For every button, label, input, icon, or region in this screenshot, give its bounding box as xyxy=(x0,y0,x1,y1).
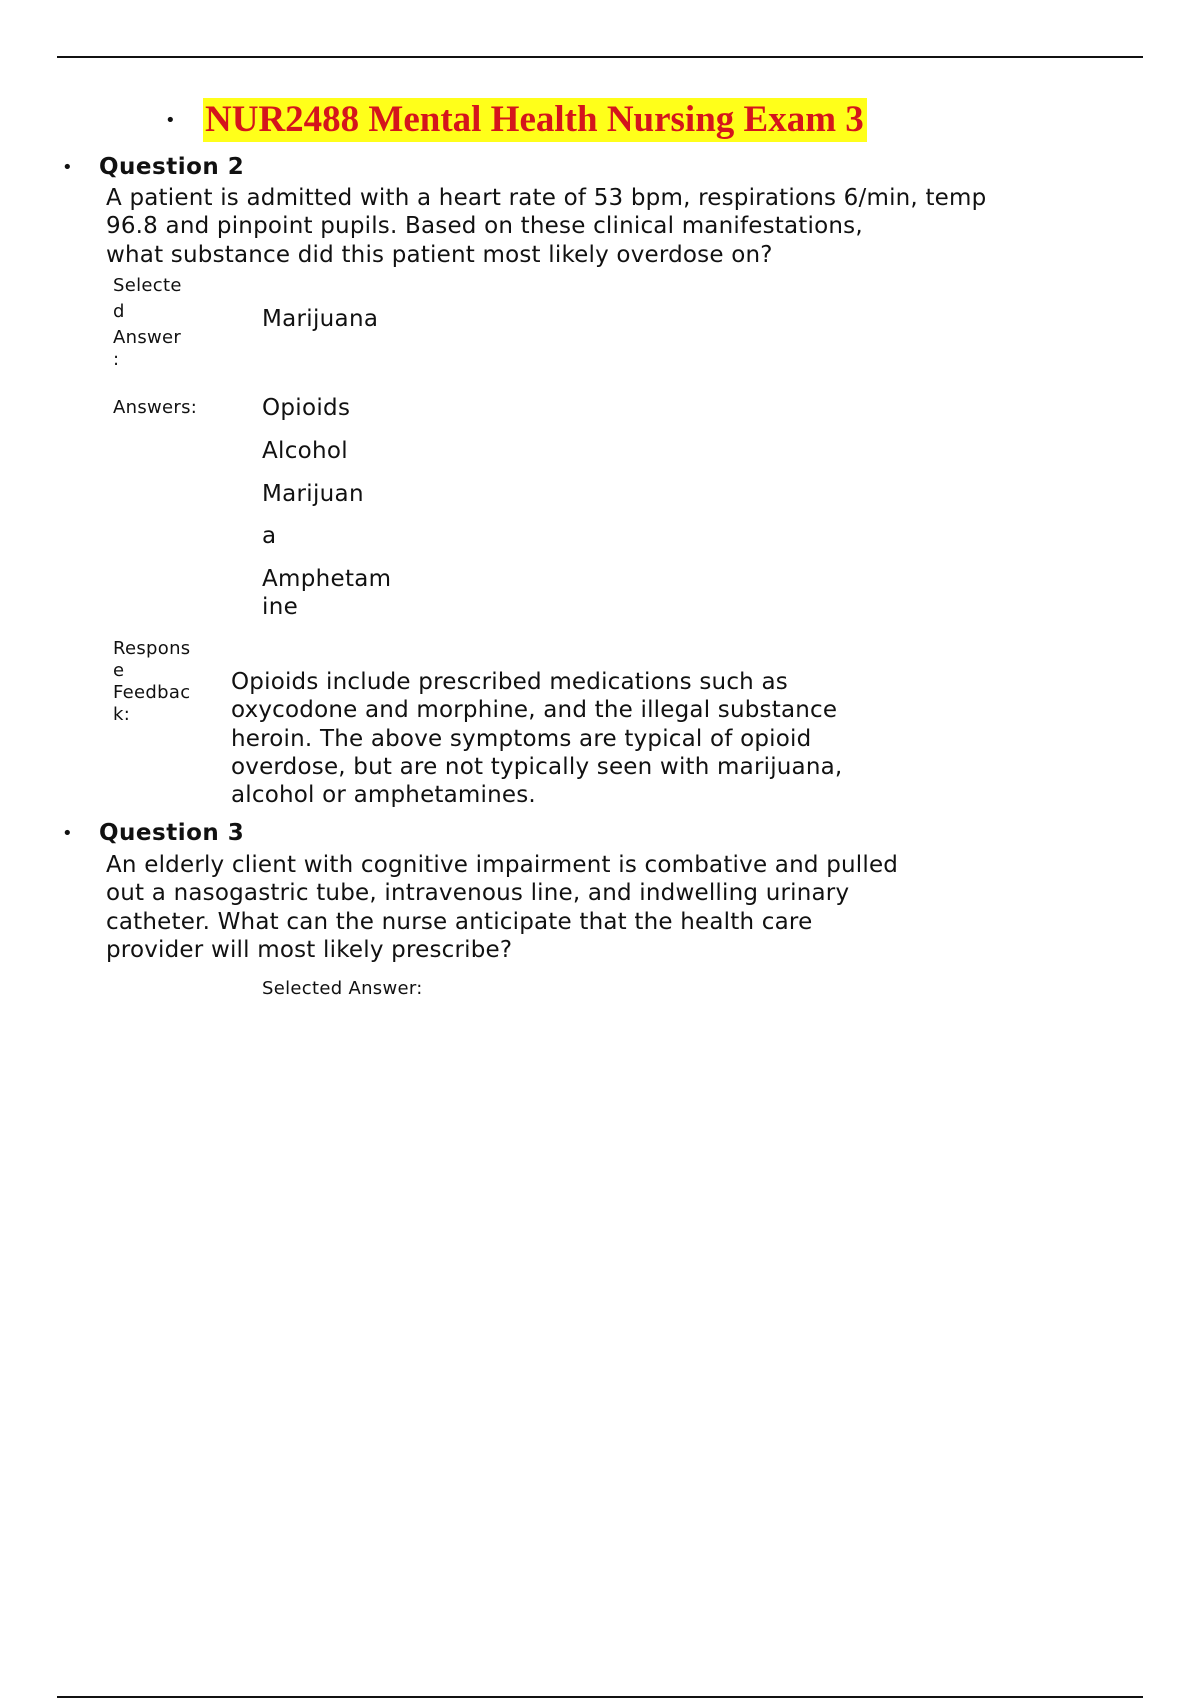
question-2-text-line: what substance did this patient most likely overdose on? xyxy=(106,241,773,268)
question-3-text-line: An elderly client with cognitive impairment is combative and pulled xyxy=(106,852,899,878)
question-3-heading: Question 3 xyxy=(99,820,245,846)
question-2-text-line: A patient is admitted with a heart rate of 53 bpm, respirations 6/min, temp xyxy=(106,185,987,211)
answer-option-continued: a xyxy=(262,523,277,549)
label-line: Respons xyxy=(113,638,191,659)
title-bullet: • xyxy=(165,109,176,131)
feedback-line: Opioids include prescribed medications such as xyxy=(231,669,788,695)
question-2-bullet: • xyxy=(62,157,73,178)
answer-option: Amphetam xyxy=(262,566,392,592)
feedback-line: heroin. The above symptoms are typical of opioid xyxy=(231,725,812,752)
feedback-line: overdose, but are not typically seen with marijuana, xyxy=(231,753,843,780)
feedback-line: alcohol or amphetamines. xyxy=(231,782,536,809)
answer-option-continued: ine xyxy=(262,594,299,620)
selected-answer-label xyxy=(113,275,182,371)
answer-option: Opioids xyxy=(262,395,351,421)
document-title: NUR2488 Mental Health Nursing Exam 3 xyxy=(203,98,867,142)
feedback-line: oxycodone and morphine, and the illegal substance xyxy=(231,697,838,724)
label-line: Selecte xyxy=(113,275,182,296)
label-line: Answer xyxy=(113,327,182,348)
selected-answer-value: Marijuana xyxy=(262,306,379,332)
top-rule xyxy=(57,56,1143,58)
question-2-heading: Question 2 xyxy=(99,154,245,180)
response-feedback-text xyxy=(231,668,951,809)
label-line: d xyxy=(113,301,125,322)
question-3-text xyxy=(106,851,898,964)
answers-label: Answers: xyxy=(113,397,198,418)
label-line: : xyxy=(113,349,120,370)
question-3-bullet: • xyxy=(62,823,73,844)
label-line: e xyxy=(113,660,125,681)
question-2-text xyxy=(106,184,986,269)
answer-option: Marijuan xyxy=(262,481,364,507)
response-feedback-label xyxy=(113,638,190,726)
question-3-selected-answer-label: Selected Answer: xyxy=(262,978,423,999)
title-row xyxy=(165,97,867,143)
answer-option: Alcohol xyxy=(262,438,348,464)
question-3-text-line: provider will most likely prescribe? xyxy=(106,936,513,963)
label-line: k: xyxy=(113,704,131,725)
label-line: Feedbac xyxy=(113,682,191,703)
question-3-text-line: catheter. What can the nurse anticipate that the health care xyxy=(106,908,813,935)
bottom-rule xyxy=(57,1696,1143,1698)
question-2-text-line: 96.8 and pinpoint pupils. Based on these clinical manifestations, xyxy=(106,213,863,240)
question-3-text-line: out a nasogastric tube, intravenous line, and indwelling urinary xyxy=(106,880,850,907)
